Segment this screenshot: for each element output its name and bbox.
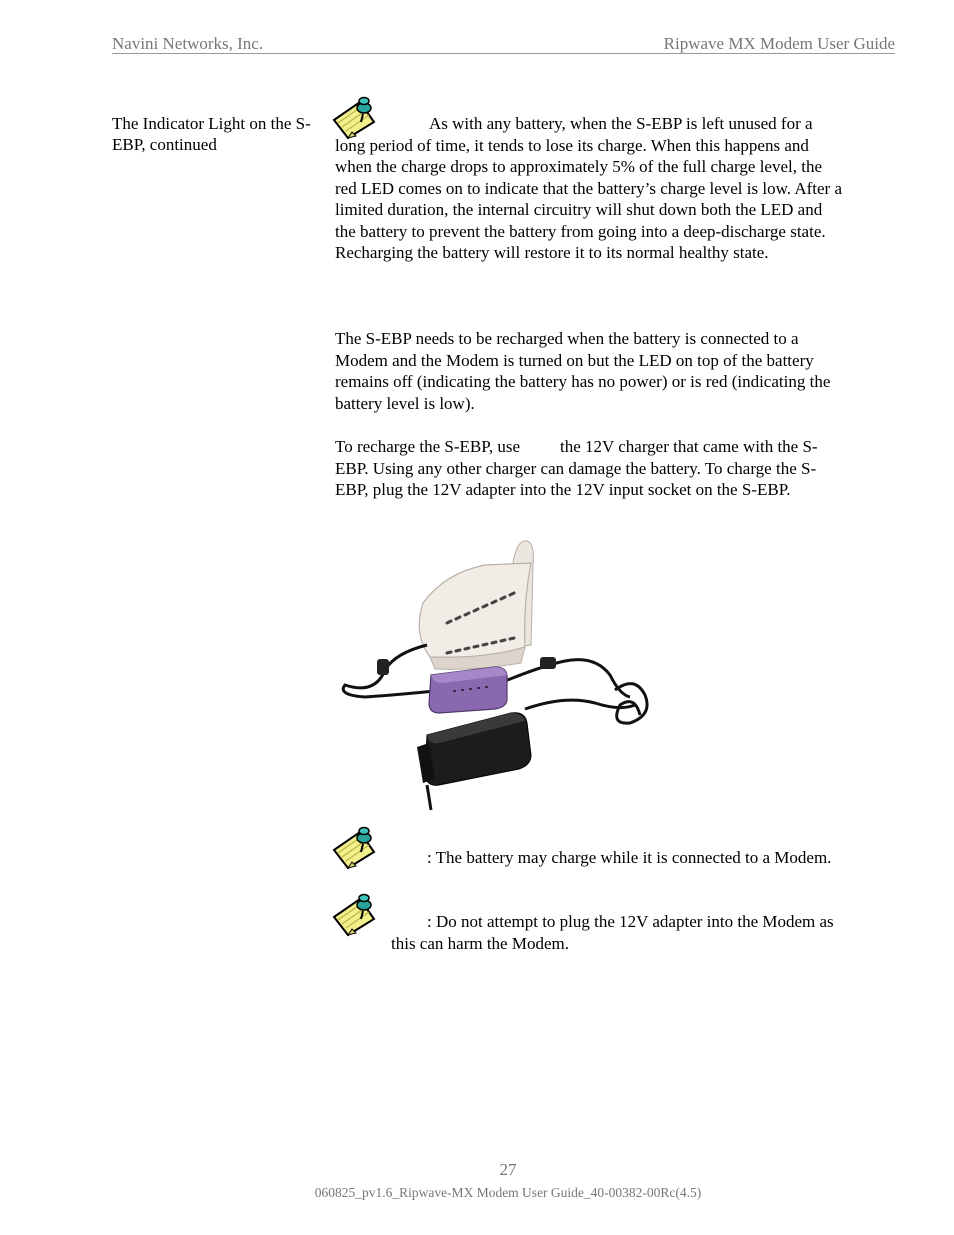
note-battery-unused: As with any battery, when the S-EBP is left unused for a long period of time, it tends to lose its charge. When this happens and when the charge drops to approximately 5% of the full charge level, the red LED comes on to indicate that the battery’s charge level is low. After a limited duration, the internal circuitry will shut down both the LED and the battery to prevent the battery from going into a deep-discharge state. Recharging the battery will restore it to its normal healthy state. bbox=[335, 114, 842, 262]
header-company: Navini Networks, Inc. bbox=[112, 34, 264, 53]
modem-battery-charger-photo bbox=[335, 535, 665, 810]
note-do-not-plug-into-modem: : Do not attempt to plug the 12V adapter into the Modem as this can harm the Modem. bbox=[391, 912, 834, 953]
notepad-pushpin-icon bbox=[330, 826, 378, 870]
paragraph-recharge-howto: To recharge the S-EBP, use the 12V charger that came with the S-EBP. Using any other charger can damage the battery. To charge the S-EBP, plug the 12V adapter into the 12V input socket on the S-EBP. bbox=[335, 437, 818, 499]
note-charge-while-connected: : The battery may charge while it is connected to a Modem. bbox=[427, 848, 832, 867]
header-rule bbox=[112, 53, 895, 54]
section-side-heading: The Indicator Light on the S-EBP, continued bbox=[112, 114, 311, 154]
footer-document-id: 060825_pv1.6_Ripwave-MX Modem User Guide_40-00382-00Rc(4.5) bbox=[314, 1185, 702, 1200]
page-number: 27 bbox=[499, 1160, 517, 1179]
header-guide-title: Ripwave MX Modem User Guide bbox=[663, 34, 895, 53]
notepad-pushpin-icon bbox=[330, 893, 378, 937]
paragraph-recharge-when: The S-EBP needs to be recharged when the battery is connected to a Modem and the Modem is turned on but the LED on top of the battery remains off (indicating the battery has no power) or is red (indicating the battery level is low). bbox=[335, 329, 831, 413]
